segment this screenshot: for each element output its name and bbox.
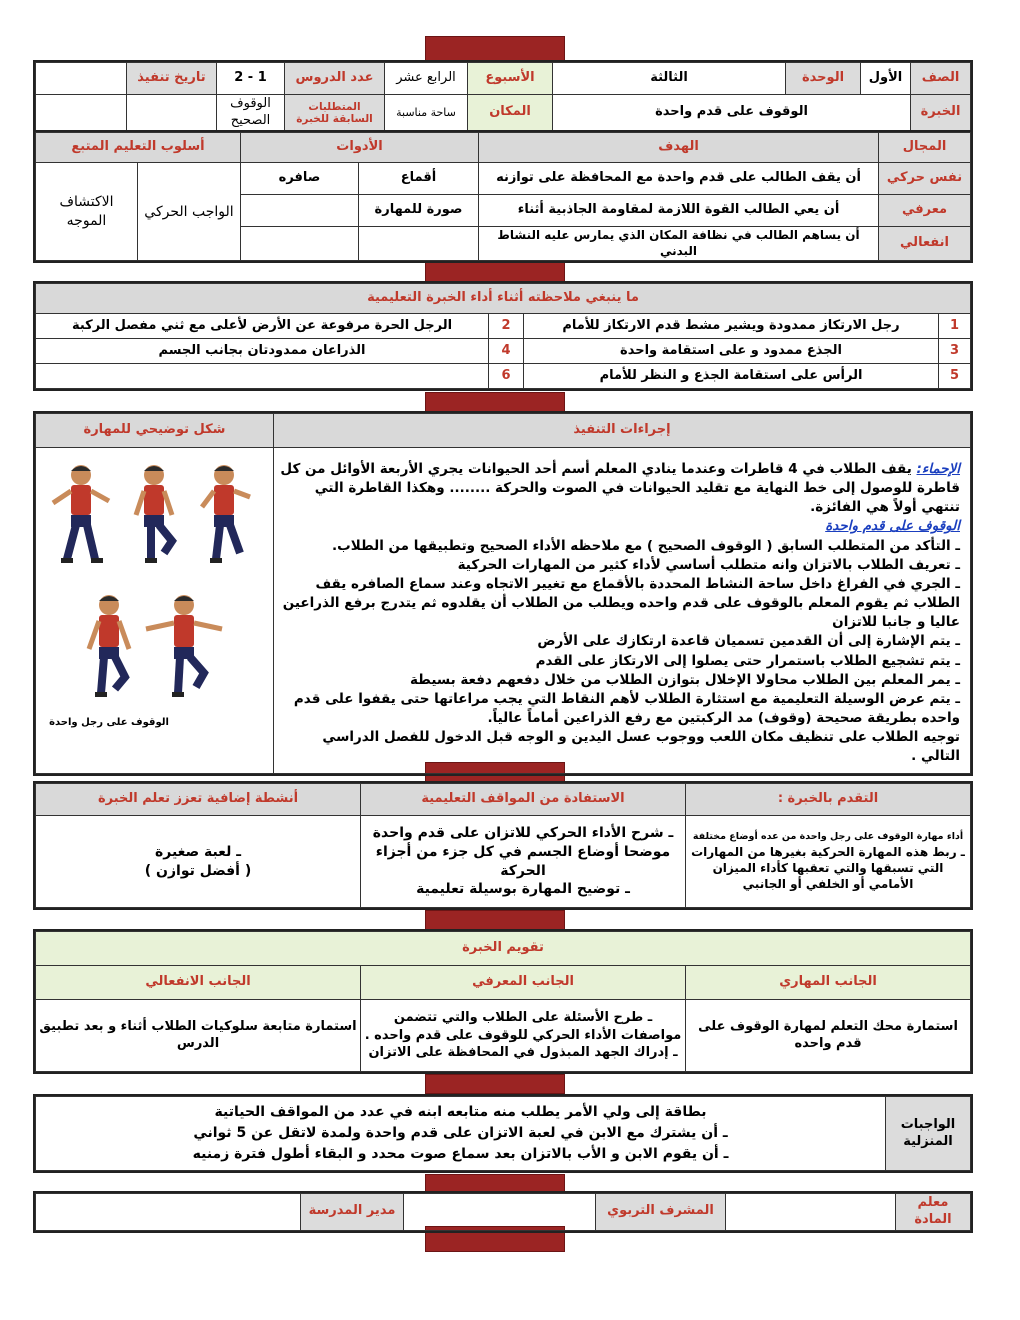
divider-bar: [425, 262, 565, 282]
advance-title: التقدم بالخبرة :: [686, 784, 971, 816]
unit-value: الثالثة: [553, 63, 786, 95]
benefit-2: ـ توضيح المهارة بوسيلة تعليمية: [416, 881, 630, 898]
warmup-text: يقف الطلاب في 4 قاطرات وعندما ينادي المعلم أسم أحد الحيوانات يجري الأربعة الأوائل من كل قاطرة للوصول إلى خط النهاية مع تقليد الحيوانات في الصوت والحركة ........ وهكذا القاطرة التي تنتهي أولاً هي الفائزة.: [280, 461, 960, 516]
unit-label: الوحدة: [786, 63, 861, 95]
evaluation-table: [35, 931, 971, 1072]
objectives-table: [35, 132, 971, 261]
skill-aspect-text: استمارة محك التعلم لمهارة الوقوف على قدم واحده: [686, 1000, 971, 1072]
homework-line: بطاقة إلى ولي الأمر يطلب منه متابعه ابنه في عدد من المواقف الحياتية: [214, 1104, 707, 1120]
observations-title: ما ينبغي ملاحظته أثناء أداء الخبرة التعليمية: [36, 284, 971, 314]
tool-item: صورة للمهارة: [359, 195, 479, 227]
progress-table: [35, 783, 971, 908]
goal-text: أن يقف الطالب على قدم واحدة مع المحافظة على توازنه: [479, 163, 879, 195]
step-item: ـ يتم تشجيع الطلاب باستمرار حتى يصلوا إلى الارتكاز على القدم: [535, 652, 960, 669]
homework-line: ـ أن يشترك مع الابن في لعبة الاتزان على قدم واحدة ولمدة لاتقل عن 5 ثواني: [193, 1125, 728, 1141]
principal-label: مدير المدرسة: [301, 1194, 404, 1231]
step-item: ـ يتم الإشارة إلى أن القدمين تسميان قاعدة ارتكازك على الأرض: [537, 633, 960, 650]
divider-bar: [425, 36, 565, 62]
homework-label: الواجبات المنزلية: [886, 1097, 971, 1171]
extra-1: ـ لعبة صغيرة: [154, 844, 242, 861]
teacher-signature[interactable]: [726, 1194, 896, 1231]
boy-figure-4: [89, 595, 129, 697]
boy-figure-5: [146, 595, 222, 697]
affective-aspect-text: استمارة متابعة سلوكيات الطلاب أثناء و بعد تطبيق الدرس: [36, 1000, 361, 1072]
step-item: ـ تعريف الطلاب بالاتزان وانه متطلب أساسي لأداء كثير من المهارات الحركية: [457, 556, 960, 573]
boy-figure-1: [53, 465, 109, 563]
procedures-table: [35, 413, 971, 774]
cognitive-1: ـ طرح الأسئلة على الطلاب والتي تتضمن مواصفات الأداء الحركي للوقوف على قدم واحده .: [364, 1010, 682, 1043]
benefit-1: ـ شرح الأداء الحركي للاتزان على قدم واحدة موضحا أوضاع الجسم في كل جزء من أجزاء الحركة: [372, 824, 674, 879]
obs-number: 6: [489, 364, 524, 389]
domain-cognitive: معرفي: [879, 195, 971, 227]
goal-text: أن يعي الطالب القوة اللازمة لمقاومة الجاذبية أثناء: [479, 195, 879, 227]
warmup-paragraph: [280, 460, 960, 517]
obs-text: الجذع ممدود و على استقامة واحدة: [524, 339, 939, 364]
affective-aspect-label: الجانب الانفعالي: [36, 966, 361, 1000]
tool-item: [359, 227, 479, 261]
extra-2: ( أفضل توازن ): [144, 862, 252, 879]
domain-affective: انفعالي: [879, 227, 971, 261]
obs-text: رجل الارتكاز ممدودة ويشير مشط قدم الارتكاز للأمام: [524, 314, 939, 339]
procedures-title: إجراءات التنفيذ: [274, 414, 971, 448]
extra-cell: [36, 816, 361, 908]
procedures-body: [274, 448, 971, 774]
place-label: المكان: [468, 95, 553, 132]
experience-value: الوقوف على قدم واحدة: [553, 95, 911, 132]
obs-number: 3: [939, 339, 971, 364]
supervisor-label: المشرف التربوي: [596, 1194, 726, 1231]
extra-title: أنشطة إضافية تعزز تعلم الخبرة: [36, 784, 361, 816]
step-item: ـ يمر المعلم بين الطلاب محاولا الإخلال بتوازن الطلاب من خلال دفعهم دفعة بسيطة: [409, 671, 960, 688]
skill-aspect-label: الجانب المهاري: [686, 966, 971, 1000]
domain-psychomotor: نفس حركي: [879, 163, 971, 195]
obs-text: الرأس على استقامة الجذع و النظر للأمام: [524, 364, 939, 389]
goal-header: الهدف: [479, 133, 879, 163]
obs-text: الذراعان ممدودتان بجانب الجسم: [36, 339, 489, 364]
cognitive-aspect-label: الجانب المعرفي: [361, 966, 686, 1000]
lessons-label: عدد الدروس: [285, 63, 385, 95]
cognitive-aspect-cell: [361, 1000, 686, 1072]
teacher-label: معلم المادة: [896, 1194, 971, 1231]
divider-bar: [425, 1074, 565, 1094]
figure-title: شكل توضيحي للمهارة: [36, 414, 274, 448]
figure-caption: الوقوف على رجل واحدة: [49, 717, 169, 728]
signature-table: [35, 1193, 971, 1231]
cognitive-2: ـ إدراك الجهد المبذول في المحافظة على الاتزان: [368, 1045, 678, 1061]
step-item: ـ الجري في الفراغ داخل ساحة النشاط المحددة بالأقماع مع تغيير الاتجاه وعند سماع الصافره يقف الطلاب ثم يقوم المعلم بالوقوف على قدم واحده ويطلب من الطلاب أن يقلدوه ثم يتدرج برفع الذراعين عاليا و جانبا للاتزان: [282, 575, 960, 631]
homework-table: [35, 1096, 971, 1171]
benefit-title: الاستفادة من المواقف التعليمية: [361, 784, 686, 816]
advance-small: أداء مهارة الوقوف على رجل واحدة من عده أوضاع مختلفة: [692, 830, 964, 842]
goal-text: أن يساهم الطالب في نظافة المكان الذي يمارس عليه النشاط البدني: [479, 227, 879, 261]
grade-value: الأول: [861, 63, 911, 95]
observations-table: [35, 283, 971, 389]
benefit-cell: [361, 816, 686, 908]
step-item: ـ يتم عرض الوسيلة التعليمية مع استثارة الطلاب لأهم النقاط التي يجب مراعاتها حتى يقفوا على قدم واحده بطريقة صحيحة (وقوف) مد الركبتين مع رفع الذراعين أماماً عالياً.: [293, 690, 960, 727]
supervisor-signature[interactable]: [404, 1194, 596, 1231]
date-value[interactable]: [36, 63, 127, 95]
divider-bar: [425, 392, 565, 412]
style-guided-discovery: الاكتشاف الموجه: [36, 163, 138, 261]
style-motor-duty: الواجب الحركي: [138, 163, 241, 261]
domain-header: المجال: [879, 133, 971, 163]
divider-bar: [425, 1174, 565, 1192]
skill-title: الوقوف على قدم واحدة: [825, 518, 960, 535]
empty-cell: [36, 95, 127, 132]
obs-number: 2: [489, 314, 524, 339]
obs-number: 5: [939, 364, 971, 389]
boy-figure-3: [202, 465, 250, 563]
tool-item: أقماع: [359, 163, 479, 195]
style-header: أسلوب التعليم المتبع: [36, 133, 241, 163]
obs-number: 4: [489, 339, 524, 364]
prereq-label: المتطلبات السابقة للخبرة: [285, 95, 385, 132]
lesson-header-table: [35, 62, 971, 132]
step-item: توجيه الطلاب على تنظيف مكان اللعب ووجوب عسل اليدين و الوجه قبل الدخول للفصل الدراسي التالي .: [322, 729, 960, 765]
boy-figure-2: [136, 465, 172, 563]
principal-signature[interactable]: [36, 1194, 301, 1231]
empty-cell: [127, 95, 217, 132]
date-label: تاريخ تنفيذ: [127, 63, 217, 95]
advance-cell: [686, 816, 971, 908]
obs-number: 1: [939, 314, 971, 339]
step-item: ـ التأكد من المتطلب السابق ( الوقوف الصحيح ) مع ملاحظه الأداء الصحيح وتطبيقها من الطلاب.: [332, 537, 960, 554]
homework-cell: [36, 1097, 886, 1171]
tool-item: صافره: [241, 163, 359, 195]
advance-text: ـ ربط هذه المهارة الحركية بغيرها من المهارات التي تسبقها والتي تعقبها كأداء الميزان الأمامي أو الخلفي أو الجانبي: [691, 844, 965, 891]
week-value: الرابع عشر: [385, 63, 468, 95]
warmup-label: الإحماء:: [916, 461, 960, 477]
tool-item: [241, 195, 359, 227]
grade-label: الصف: [911, 63, 971, 95]
tools-header: الأدوات: [241, 133, 479, 163]
prereq-value: الوقوف الصحيح: [217, 95, 285, 132]
figure-cell: [36, 448, 274, 774]
place-value: ساحة مناسبة: [385, 95, 468, 132]
obs-text: [36, 364, 489, 389]
evaluation-title: تقويم الخبرة: [36, 932, 971, 966]
homework-line: ـ أن يقوم الابن و الأب بالاتزان بعد سماع صوت محدد و البقاء أطول فترة زمنيه: [192, 1146, 729, 1162]
tool-item: [241, 227, 359, 261]
experience-label: الخبرة: [911, 95, 971, 132]
week-label: الأسبوع: [468, 63, 553, 95]
lessons-value: 1 - 2: [217, 63, 285, 95]
obs-text: الرجل الحرة مرفوعة عن الأرض لأعلى مع ثني مفصل الركبة: [36, 314, 489, 339]
divider-bar: [425, 910, 565, 930]
skill-illustration: [39, 453, 269, 753]
